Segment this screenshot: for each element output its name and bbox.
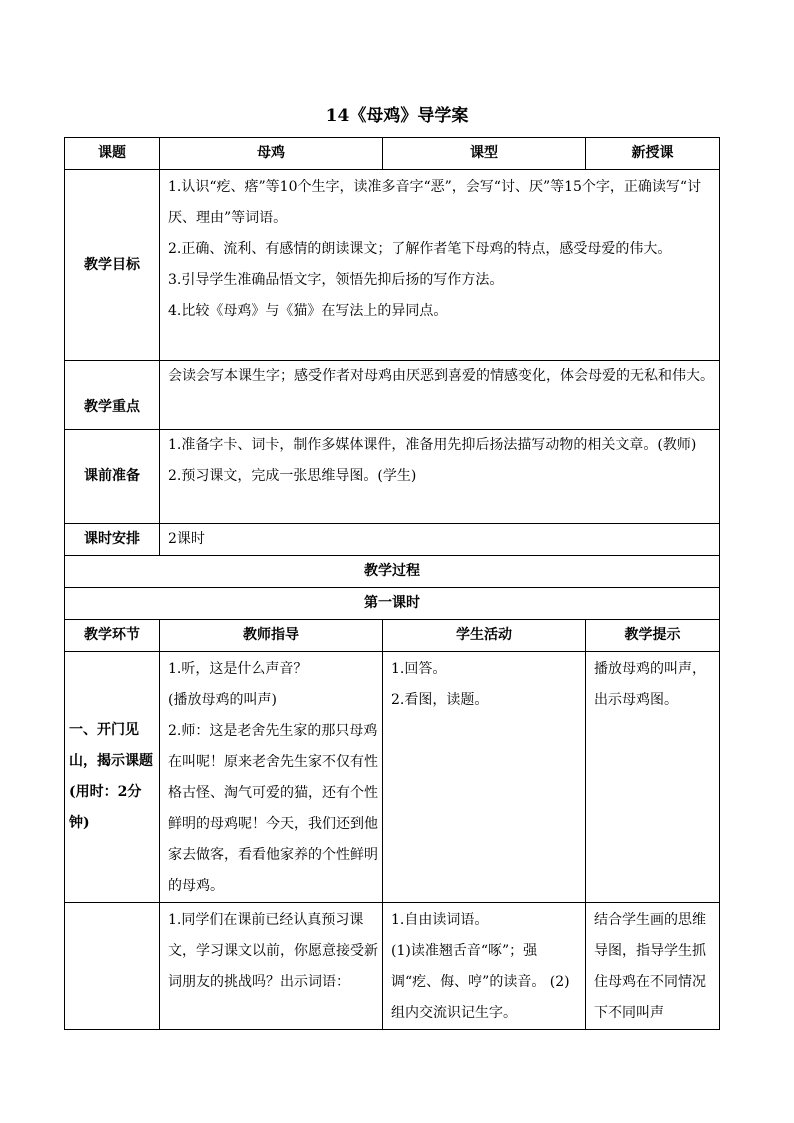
objective-item: 1.认识“疙、瘩”等10个生字，读准多音字“恶”，会写“讨、厌”等15个字，正确读写“讨厌、理由”等词语。 bbox=[168, 179, 702, 226]
objectives-label: 教学目标 bbox=[65, 170, 160, 361]
process-title: 教学过程 bbox=[65, 556, 720, 588]
section-student bbox=[383, 903, 586, 1030]
section-teacher bbox=[160, 652, 383, 903]
section-student bbox=[383, 652, 586, 903]
student-line: 2.看图，读题。 bbox=[391, 692, 489, 708]
column-header: 教学环节 bbox=[65, 620, 160, 652]
section-tip: 结合学生画的思维导图，指导学生抓住母鸡在不同情况下不同叫声 bbox=[586, 903, 720, 1030]
student-line: (1)读准翘舌音“啄”；强调“疙、侮、哼”的读音。 (2)组内交流识记生字。 bbox=[391, 943, 570, 1021]
teacher-line: 2.师：这是老舍先生家的那只母鸡在叫呢！原来老舍先生家不仅有性格古怪、淘气可爱的猫，还有个性鲜明的母鸡呢！今天，我们还到他家去做客，看看他家养的个性鲜明的母鸡。 bbox=[168, 723, 378, 894]
teacher-line: (播放母鸡的叫声) bbox=[168, 692, 277, 708]
teacher-line: 1.听，这是什么声音？ bbox=[168, 661, 308, 677]
section-tip: 播放母鸡的叫声，出示母鸡图。 bbox=[586, 652, 720, 903]
preparation-row bbox=[65, 430, 720, 524]
teacher-line: 1.同学们在课前已经认真预习课文，学习课文以前，你愿意接受新词朋友的挑战吗？出示词语： bbox=[168, 912, 378, 990]
objectives-row bbox=[65, 170, 720, 361]
column-header: 教学提示 bbox=[586, 620, 720, 652]
section-stage bbox=[65, 903, 160, 1030]
lesson-plan-table bbox=[64, 137, 720, 1030]
topic-label: 课题 bbox=[65, 138, 160, 170]
objective-item: 4.比较《母鸡》与《猫》在写法上的异同点。 bbox=[168, 303, 448, 319]
objective-item: 3.引导学生准确品悟文字，领悟先抑后扬的写作方法。 bbox=[168, 272, 504, 288]
lesson-title: 第一课时 bbox=[65, 588, 720, 620]
section-row bbox=[65, 652, 720, 903]
schedule-value: 2课时 bbox=[160, 524, 720, 556]
objectives-content bbox=[160, 170, 720, 361]
column-header-row bbox=[65, 620, 720, 652]
key-points-label: 教学重点 bbox=[65, 361, 160, 430]
column-header: 教师指导 bbox=[160, 620, 383, 652]
header-row bbox=[65, 138, 720, 170]
preparation-label: 课前准备 bbox=[65, 430, 160, 524]
preparation-content bbox=[160, 430, 720, 524]
column-header: 学生活动 bbox=[383, 620, 586, 652]
type-label: 课型 bbox=[383, 138, 586, 170]
lesson-title-row bbox=[65, 588, 720, 620]
section-stage: 一、开门见山，揭示课题(用时：2分钟) bbox=[65, 652, 160, 903]
page-title: 14《母鸡》导学案 bbox=[325, 106, 469, 126]
preparation-item: 1.准备字卡、词卡，制作多媒体课件，准备用先抑后扬法描写动物的相关文章。(教师) bbox=[168, 437, 697, 453]
key-points-row bbox=[65, 361, 720, 430]
key-points-text: 会读会写本课生字；感受作者对母鸡由厌恶到喜爱的情感变化，体会母爱的无私和伟大。 bbox=[160, 361, 720, 430]
section-teacher bbox=[160, 903, 383, 1030]
objective-item: 2.正确、流利、有感情的朗读课文；了解作者笔下母鸡的特点，感受母爱的伟大。 bbox=[168, 241, 672, 257]
type-value: 新授课 bbox=[586, 138, 720, 170]
student-line: 1.自由读词语。 bbox=[391, 912, 489, 928]
student-line: 1.回答。 bbox=[391, 661, 447, 677]
schedule-row bbox=[65, 524, 720, 556]
schedule-label: 课时安排 bbox=[65, 524, 160, 556]
section-row bbox=[65, 903, 720, 1030]
preparation-item: 2.预习课文，完成一张思维导图。(学生) bbox=[168, 468, 417, 484]
topic-value: 母鸡 bbox=[160, 138, 383, 170]
process-title-row bbox=[65, 556, 720, 588]
